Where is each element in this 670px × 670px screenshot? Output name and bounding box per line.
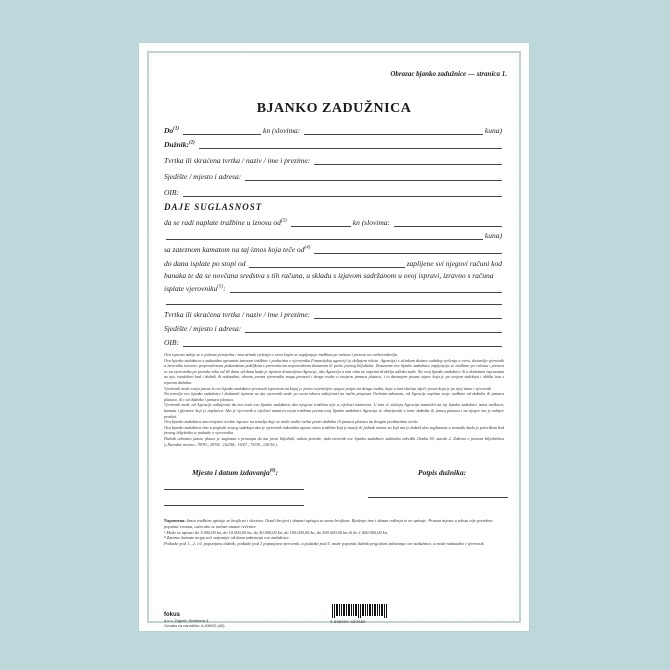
claim-amount-row: da se radi naplate tražbine u iznosu $od^{(3)}$ kn (slovima: — [164, 218, 504, 227]
signature-label: Potpis dužnika: — [418, 468, 467, 477]
duznik-label: Dužnik:$^{(2)}$ — [164, 140, 195, 149]
debtor-name-row — [164, 156, 504, 165]
note-lead: Napomena: — [164, 518, 186, 523]
legal-text — [164, 352, 504, 447]
creditor-oib-row: OIB: — [164, 338, 504, 347]
debtor-name-label: Tvrtka ili skraćena tvrtka / naziv / ime i prezime: — [164, 156, 311, 165]
legal-paragraph: Vjerovnik može svoja prava iz ove bjanko zadužnice prenositi ispravom na kojoj je javno ovjerovljen njegov potpis na drugu osobu, koja u tom slučaju stječe prava koja je po njoj imao i vjerovnik. — [164, 385, 492, 391]
document-title: BJANKO ZADUŽNICA — [256, 101, 412, 116]
payout-row: isplate vjerovniku$^{(5)}$: — [164, 284, 504, 293]
decorative-border — [147, 51, 521, 628]
debtor-oib-field[interactable] — [183, 188, 502, 197]
legal-paragraph: Ova bjanko zadužnica ima u pogledu svojeg sadržaja ako je vjerovnik naknadno upisao iznos tražbine koji je manji ili jednak onome za koji mu je dužnik dao suglasnost u trenutku kada je potvrđena kod javnog bilježnika te podatke o vjerovniku. — [164, 424, 504, 436]
creditor-name-row: Tvrtka ili skraćena tvrtka / naziv / ime i prezime: — [164, 310, 504, 319]
page-header: Obrazac bjanko zadužnice — stranica 1. — [390, 70, 507, 78]
debtor-oib-label: OIB: — [164, 188, 179, 197]
amount-number-field[interactable] — [183, 126, 261, 135]
publisher-address: d.o.o. Zagreb, Krešićeva 4 Oznaka za narudžbu: A-636/02 (A5) — [164, 619, 225, 628]
legal-paragraph: Ova bjanko zadužnica ima svojstvo ovršne isprave na temelju koje se može tražiti ovrha protiv dužnika ili jamaca platаca na drugim predmetima ovrhe. — [164, 419, 419, 425]
payout-row-2 — [164, 296, 504, 305]
debtor-row — [164, 140, 504, 149]
debtor-field[interactable] — [199, 140, 502, 149]
amount-row — [164, 126, 504, 135]
barcode-icon — [332, 604, 388, 618]
place-date-field[interactable] — [164, 488, 304, 490]
do-label: Do$^{(1)}$ — [164, 126, 180, 135]
legal-paragraph: Ova isprava izdaje se u jednom primjerku i ima učinak rješenja o ovrsi kojim se zapljenjuje tražbina po računu i prenosi na ovrhovoditelja. — [164, 352, 398, 357]
creditor-oib-field[interactable] — [183, 338, 502, 347]
debtor-address-field[interactable] — [245, 172, 502, 181]
kuna-label: kuna) — [484, 126, 502, 135]
bank-text-row: banaka te da se novčana sredstva s tih računa, u skladu s izjavom sadržanom u ovoj ispravi, izravno s računa — [164, 271, 494, 280]
legal-paragraph: Na temelju ove bjanko zadužnice i dodatnih isprava uz nju vjerovnik može po svom izboru zahtijevati na način propisan Ovršnim zakonom, od Agencije naplatu svoje tražbine od dužnika ili jamaca platаca, ili i od dužnika i jamaca platаca. — [164, 391, 504, 402]
claim-words-row: kuna) — [164, 231, 504, 240]
amount-words-field[interactable] — [304, 126, 483, 135]
creditor-address-row: Sjedište / mjesto i adresa: — [164, 324, 504, 333]
creditor-name-field[interactable] — [314, 310, 502, 319]
legal-paragraph: Dužnik odnosno jamac platac je suglasan s prostupa da mu javni bilježnik, nakon potvrde, izda izvornik ove bjanko zadužnice sukladno odredbi članka 50, stavak 2. Zakona o javnom bilježništvu (»Narodne novine« 78/93., 29/94., 162/98., 16/07., 75/09., 120/16.). — [164, 435, 504, 447]
document-body — [152, 56, 516, 628]
interest-rate-field[interactable] — [249, 259, 404, 268]
debtor-address-row — [164, 172, 504, 181]
creditor-field[interactable] — [230, 284, 502, 293]
claim-amount-field[interactable] — [291, 218, 351, 227]
interest-row: sa zateznom kamatom na taj iznos koja teče $od^{(4)}$ — [164, 245, 504, 254]
publisher-logo: fokus — [164, 612, 181, 618]
creditor-field-2[interactable] — [166, 296, 502, 305]
rate-row: do dana isplate po stopi od zaplijene svi njegovi računi kod — [164, 259, 502, 268]
consent-heading: DAJE SUGLASNOST — [164, 202, 263, 212]
place-date-field-2[interactable] — [164, 504, 304, 506]
barcode-number: 3 856000 450060 — [330, 619, 366, 624]
signature-field[interactable] — [368, 496, 508, 498]
note-block: Napomena: Iznos tražbine upisuje se brojkom i slovima. Ostali brojevi i datumi upisuju se samo brojkom. Rješenje ime i datum rođenja te ne upisuje. Prazna mjesta u tekstu nije potrebno popuniti crtama, osim ako se nalaze unutar rečenice ¹ Može se upisati do 5.000,00 kn, do 10.000,00 kn, do 50.000,00 kn, do 100.000,00 kn, do 500.000,00 kn ili do 1.000.000,00 kn. ⁴ Zatezne kamate mogu teći najranije od dana izdavanja ove zadužnice. Podatke pod 1., 2. i 6. popunjava dužnik; podatke pod 3 popunjava vjerovnik, a podatke pod 5. može popuniti dužnik prigodom izdavanja ove zadužnice, a može naknadno i vjerovnik. — [164, 518, 493, 547]
debtor-oib-row — [164, 188, 504, 197]
legal-paragraph: Vjerovnik može od Agencije zahtijevati da mu vrati ovu bjanko zadužnicu ako njegova tražbina nije u cijelosti namirena. U tom će slučaju Agencija naznačiti na toj bjanko zadužnici iznos troškova, kamata i glavnice koji je naplaćen. Ako je vjerovnik u cijelosti namiren svoju tražbinu prema ovoj bjanko zadužnici Agencija će obavijestiti o tome dužnika ili jamca platаca i na njegov mu je zahtjev predati. — [164, 402, 504, 419]
interest-start-field[interactable] — [314, 245, 502, 254]
creditor-address-field[interactable] — [245, 324, 502, 333]
kn-slovima-label: kn (slovima: — [263, 126, 301, 135]
document-sheet — [139, 43, 529, 631]
place-date-label: Mjesto i datum izdavanja$^{(6)}$: — [192, 468, 279, 477]
debtor-address-label: Sjedište / mjesto i adresa: — [164, 172, 242, 181]
claim-words-field[interactable] — [394, 218, 502, 227]
legal-paragraph: Ova bjanko zadužnica s naknadno upisanim iznosom tražbine i podacima o vjerovniku Financijskoj agenciji (u daljnjem tekstu: Agencija) s učinkom distavе sudskog rješenja o ovrsi, dostavlja vjerovnik u izvorniku izravno, preporučenom poštanskom pošiljkom s povratnicom neposrednom dostavom ili preko javnog bilježnika. Dostavom ove bjanko zadužnice zapljenjuje se tražbina po računu i prenosi se na vjerovnika po proteku roka od 60 dana od dana kada je isprava dostavljena Agenciji, ako Agencija u tom roku ne zaprimi drukčiju odluku suda. Na ovoj bjanko zadužnici ili u dodatnim ispravama uz nju, istodobno kad i dužnik ili naknadno, obvezu prema vjerovniku mogu preuzeti i druge osobe u svojstvu jamaca platаca, i to davanjem pisane izjave koja je po svojem sadržaju i obliku ista s izjavom dužnika. — [164, 357, 504, 385]
debtor-name-field[interactable] — [314, 156, 502, 165]
claim-words-field-2[interactable] — [166, 231, 483, 240]
